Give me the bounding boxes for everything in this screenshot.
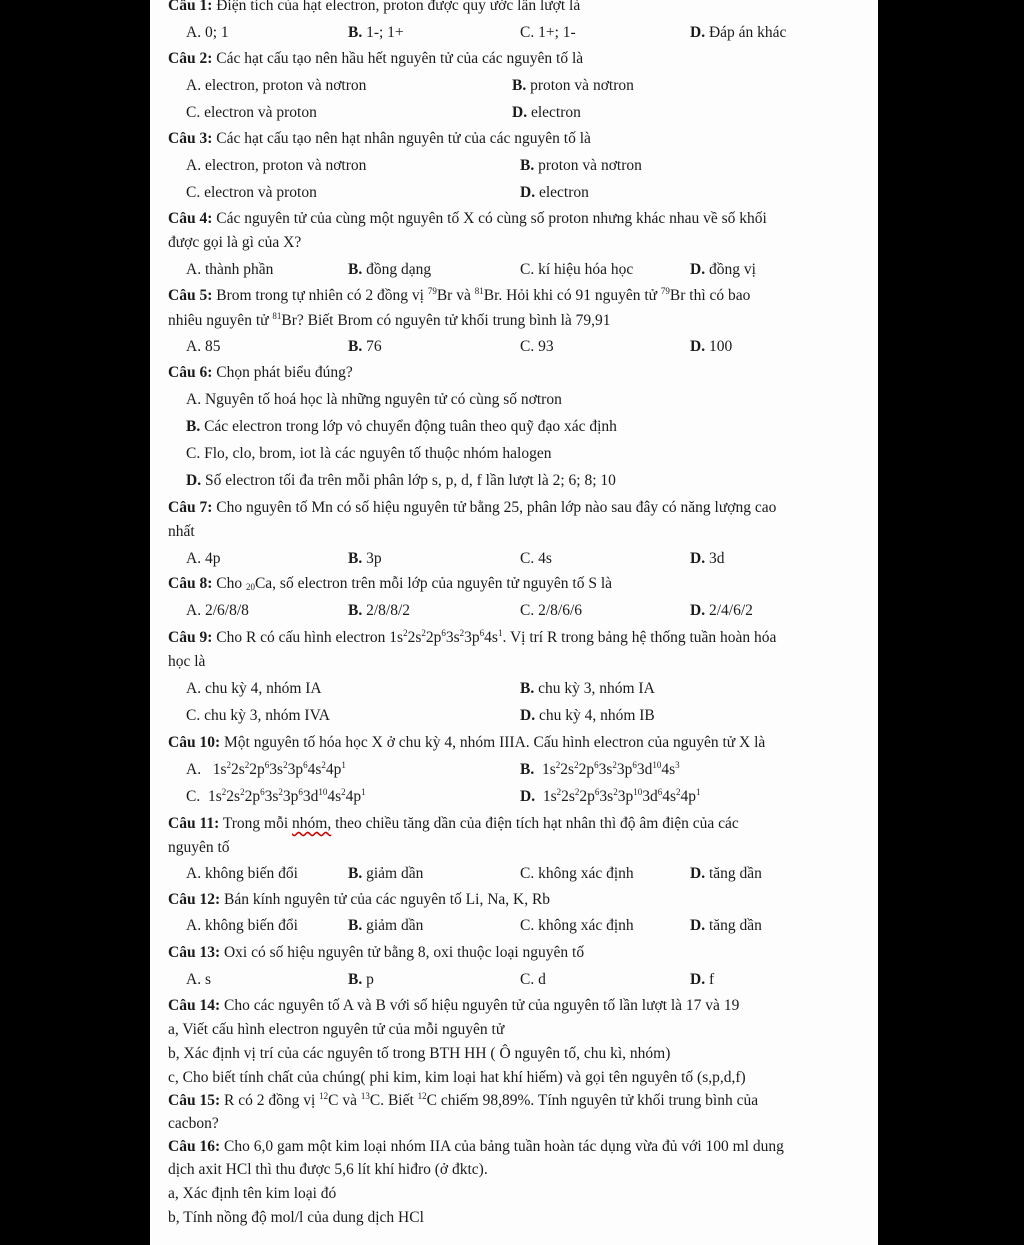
option-c: C. 93 [520, 338, 554, 355]
option-b: B. 3p [348, 550, 382, 567]
question-9-cont: học là [168, 653, 206, 670]
option-c: C. Flo, clo, brom, iot là các nguyên tố thuộc nhóm halogen [186, 445, 552, 462]
option-d: D. chu kỳ 4, nhóm IB [520, 707, 655, 724]
question-text: Điện tích của hạt electron, proton được quy ước lần lượt là [212, 0, 581, 14]
option-a: A. không biến đổi [186, 865, 298, 882]
option-d: D. electron [512, 104, 581, 121]
option-d: D. đồng vị [690, 261, 756, 278]
option-d: D. tăng dần [690, 917, 762, 934]
option-c: C. không xác định [520, 917, 634, 934]
option-d: D. 100 [690, 338, 733, 355]
option-d: D. 3d [690, 550, 725, 567]
question-16: Câu 16: Cho 6,0 gam một kim loại nhóm IIA của bảng tuần hoàn tác dụng vừa đủ với 100 ml dung [168, 1138, 784, 1155]
option-d: D. 2/4/6/2 [690, 602, 753, 619]
question-5-cont: nhiêu nguyên tử $^{81}$Br? Biết Brom có nguyên tử khối trung bình là 79,91 [168, 311, 611, 329]
option-c: C. 1+; 1- [520, 24, 576, 41]
option-a: A. electron, proton và nơtron [186, 157, 367, 174]
question-label: Câu 1: [168, 0, 213, 14]
question-16-cont: dịch axit HCl thì thu được 5,6 lít khí hiđro (ở đktc). [168, 1161, 488, 1178]
option-a: A. s [186, 971, 211, 988]
question-12: Câu 12: Bán kính nguyên tử của các nguyên tố Li, Na, K, Rb [168, 891, 551, 908]
option-a: A. 85 [186, 338, 221, 355]
question-11: Câu 11: Trong mỗi nhóm, theo chiều tăng dần của điện tích hạt nhân thì độ âm điện của các [168, 815, 739, 832]
question-4: Câu 4: Các nguyên tử của cùng một nguyên tố X có cùng số proton nhưng khác nhau về số khối [168, 210, 767, 227]
question-6: Câu 6: Chọn phát biểu đúng? [168, 364, 353, 381]
option-b: B. p [348, 971, 374, 988]
question-8: Câu 8: Cho $_{20}$Ca, số electron trên mỗi lớp của nguyên tử nguyên tố S là [168, 575, 613, 592]
option-d: D. Số electron tối đa trên mỗi phân lớp s, p, d, f lần lượt là 2; 6; 8; 10 [186, 472, 616, 489]
option-b: B. đồng dạng [348, 261, 432, 278]
option-b: B. Các electron trong lớp vỏ chuyển động tuân theo quỹ đạo xác định [186, 418, 617, 435]
option-b: B. 2/8/8/2 [348, 602, 411, 619]
option-b: B. proton và nơtron [520, 157, 642, 174]
option-b: B. 76 [348, 338, 382, 355]
question-13: Câu 13: Oxi có số hiệu nguyên tử bằng 8, oxi thuộc loại nguyên tố [168, 944, 585, 961]
option-d: D. Đáp án khác [690, 24, 787, 41]
question-5: Câu 5: Brom trong tự nhiên có 2 đồng vị $^{79}$Br và $^{81}$Br. Hỏi khi có 91 nguyên tử $^{79}$Br thì có bao [168, 286, 751, 304]
question-15-cont: cacbon? [168, 1115, 219, 1132]
option-c: C. electron và proton [186, 184, 317, 201]
question-14: Câu 14: Cho các nguyên tố A và B với số hiệu nguyên tử của nguyên tố lần lượt là 17 và 19 [168, 997, 740, 1014]
option-a: A. Nguyên tố hoá học là những nguyên tử có cùng số nơtron [186, 391, 562, 408]
question-3: Câu 3: Các hạt cấu tạo nên hạt nhân nguyên tử của các nguyên tố là [168, 130, 591, 147]
sub-question-a: a, Viết cấu hình electron nguyên tử của mỗi nguyên tử [168, 1021, 505, 1038]
question-11-cont: nguyên tố [168, 839, 230, 856]
option-d: D. electron [520, 184, 589, 201]
option-c: C. kí hiệu hóa học [520, 261, 634, 278]
option-c: C. 4s [520, 550, 552, 567]
question-7: Câu 7: Cho nguyên tố Mn có số hiệu nguyên tử bằng 25, phân lớp nào sau đây có năng lượng cao [168, 499, 777, 516]
option-a: A. không biến đổi [186, 917, 298, 934]
question-9: Câu 9: Cho R có cấu hình electron $1s^22s^22p^63s^23p^64s^1$. Vị trí R trong bảng hệ thống tuần hoàn hóa [168, 628, 777, 646]
option-a: A. $1s^22s^22p^63s^23p^64s^24p^1$ [186, 760, 346, 778]
option-d: D. $1s^22s^22p^63s^23p^{10}3d^64s^24p^1$ [520, 787, 701, 805]
option-a: A. thành phần [186, 261, 274, 278]
option-c: C. không xác định [520, 865, 634, 882]
option-a: A. 0; 1 [186, 24, 229, 41]
question-4-cont: được gọi là gì của X? [168, 234, 302, 251]
sub-question-c: c, Cho biết tính chất của chúng( phi kim, kim loại hat khí hiếm) và gọi tên nguyên tố (s,p,d,f) [168, 1069, 746, 1086]
option-a: A. 4p [186, 550, 221, 567]
option-d: D. f [690, 971, 715, 988]
option-c: C. d [520, 971, 546, 988]
option-b: B. giảm dần [348, 917, 424, 934]
option-b: B. 1-; 1+ [348, 24, 404, 41]
sub-question-b: b, Tính nồng độ mol/l của dung dịch HCl [168, 1209, 424, 1226]
sub-question-b: b, Xác định vị trí của các nguyên tố trong BTH HH ( Ô nguyên tố, chu kì, nhóm) [168, 1045, 671, 1062]
question-2: Câu 2: Các hạt cấu tạo nên hầu hết nguyên tử của các nguyên tố là [168, 50, 584, 67]
option-b: B. proton và nơtron [512, 77, 634, 94]
option-c: C. 2/8/6/6 [520, 602, 583, 619]
sub-question-a: a, Xác định tên kim loại đó [168, 1185, 337, 1202]
question-10: Câu 10: Một nguyên tố hóa học X ở chu kỳ 4, nhóm IIIA. Cấu hình electron của nguyên tử X là [168, 734, 766, 751]
question-1 [168, 0, 580, 16]
option-c: C. $1s^22s^22p^63s^23p^63d^{10}4s^24p^1$ [186, 787, 366, 805]
option-c: C. chu kỳ 3, nhóm IVA [186, 707, 330, 724]
option-d: D. tăng dần [690, 865, 762, 882]
option-a: A. 2/6/8/8 [186, 602, 249, 619]
question-7-cont: nhất [168, 523, 195, 540]
option-b: B. chu kỳ 3, nhóm IA [520, 680, 655, 697]
question-15: Câu 15: R có 2 đồng vị $^{12}$C và $^{13}$C. Biết $^{12}$C chiếm 98,89%. Tính nguyên tử khối trung bình của [168, 1091, 759, 1109]
option-b: B. giảm dần [348, 865, 424, 882]
option-a: A. chu kỳ 4, nhóm IA [186, 680, 322, 697]
option-c: C. electron và proton [186, 104, 317, 121]
exam-page [150, 0, 878, 1245]
option-a: A. electron, proton và nơtron [186, 77, 367, 94]
option-b: B. $1s^22s^22p^63s^23p^63d^{10}4s^3$ [520, 760, 680, 778]
